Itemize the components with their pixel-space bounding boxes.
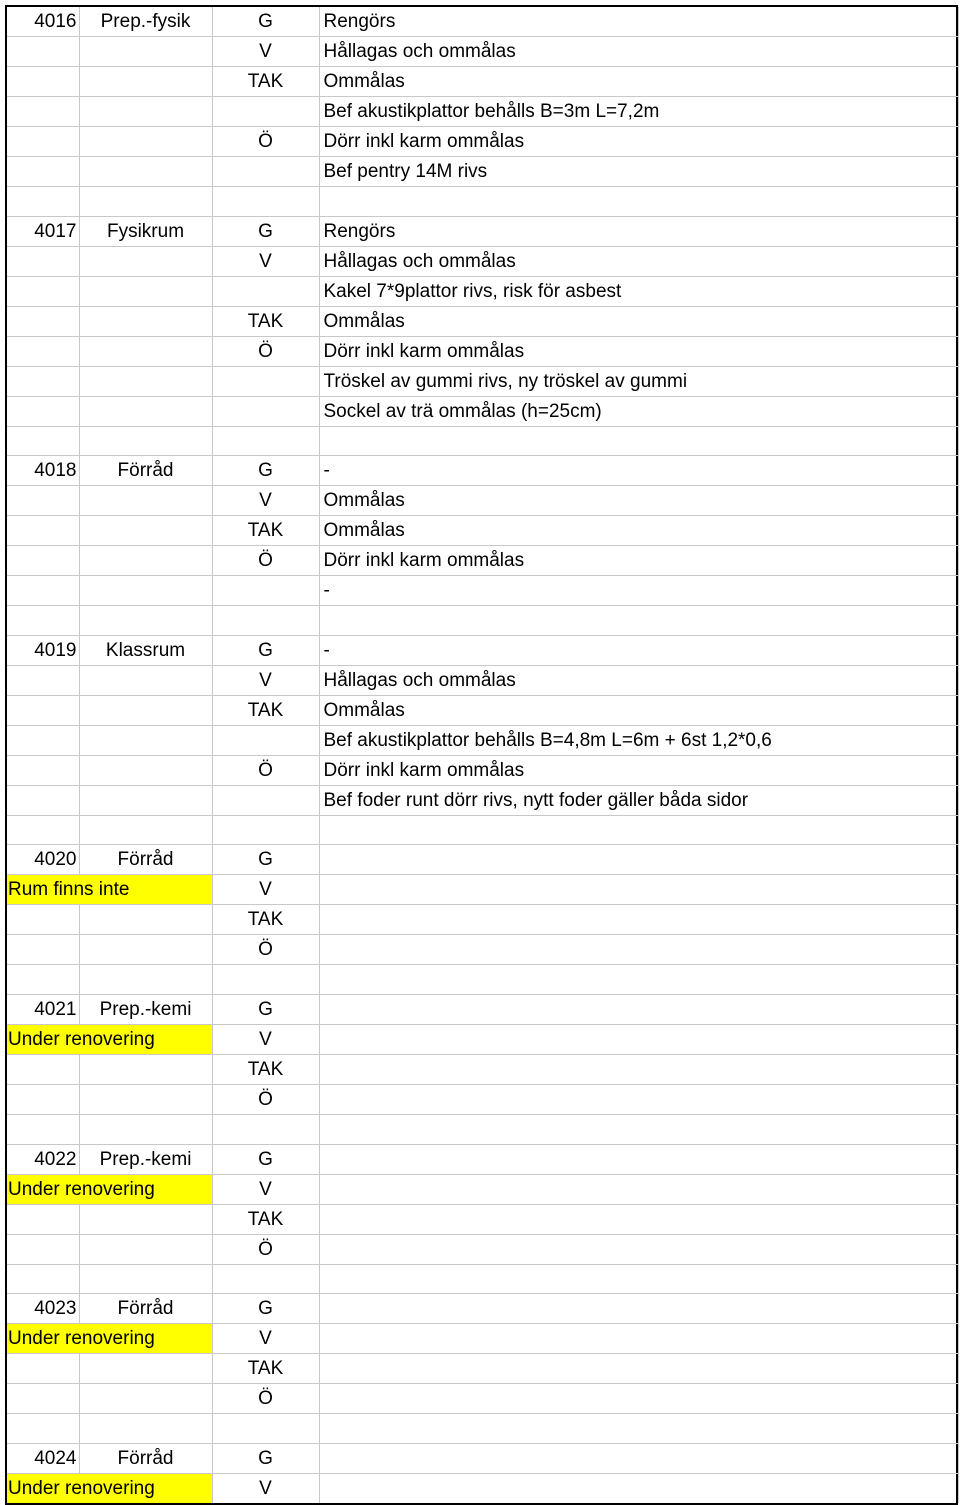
description-cell[interactable]: Sockel av trä ommålas (h=25cm) [319,396,958,426]
status-note-cell[interactable]: Rum finns inte [7,875,212,905]
description-cell[interactable] [319,1294,958,1324]
room-name-cell[interactable] [79,1085,212,1115]
description-cell[interactable] [319,1085,958,1115]
table-row [7,1115,958,1145]
table-row [7,1384,958,1414]
table-row [7,845,958,875]
room-code-cell[interactable] [7,606,79,636]
description-cell[interactable] [319,1234,958,1264]
room-name-cell[interactable] [79,246,212,276]
table-row [7,576,958,606]
table-row [7,37,958,67]
room-name-cell[interactable] [79,965,212,995]
room-name-cell[interactable]: Förråd [79,1443,212,1473]
room-name-cell[interactable] [79,1414,212,1444]
table-row [7,1085,958,1115]
room-code-cell[interactable] [7,366,79,396]
room-code-cell[interactable] [7,127,79,157]
room-code-cell[interactable] [7,1055,79,1085]
description-cell[interactable] [319,1414,958,1444]
description-cell[interactable]: Rengörs [319,7,958,37]
table-row [7,1264,958,1294]
category-cell[interactable] [212,965,319,995]
table-row [7,695,958,725]
description-cell[interactable] [319,935,958,965]
room-name-cell[interactable] [79,725,212,755]
table-row [7,1234,958,1264]
table-row [7,1414,958,1444]
status-note-cell[interactable]: Under renovering [7,1473,212,1503]
description-cell[interactable] [319,1384,958,1414]
category-cell[interactable]: Ö [212,336,319,366]
category-cell[interactable] [212,1414,319,1444]
room-code-cell[interactable] [7,695,79,725]
category-cell[interactable]: G [212,995,319,1025]
description-cell[interactable] [319,1264,958,1294]
table-row [7,905,958,935]
table-row [7,1354,958,1384]
description-cell[interactable] [319,1443,958,1473]
room-code-cell[interactable] [7,755,79,785]
description-cell[interactable]: - [319,456,958,486]
category-cell[interactable]: G [212,7,319,37]
room-code-cell[interactable] [7,1414,79,1444]
room-code-cell[interactable] [7,576,79,606]
category-cell[interactable] [212,366,319,396]
room-code-cell[interactable] [7,426,79,456]
category-cell[interactable]: G [212,1294,319,1324]
table-row [7,1204,958,1234]
description-cell[interactable] [319,606,958,636]
description-cell[interactable]: Rengörs [319,216,958,246]
room-code-cell[interactable] [7,905,79,935]
room-code-cell[interactable] [7,336,79,366]
room-code-cell[interactable] [7,67,79,97]
room-name-cell[interactable] [79,396,212,426]
category-cell[interactable]: Ö [212,755,319,785]
room-name-cell[interactable] [79,306,212,336]
room-code-cell[interactable]: 4022 [7,1144,79,1174]
room-code-cell[interactable] [7,97,79,127]
table-row [7,456,958,486]
room-name-cell[interactable] [79,97,212,127]
room-name-cell[interactable] [79,426,212,456]
room-name-cell[interactable]: Fysikrum [79,216,212,246]
table-row [7,755,958,785]
room-name-cell[interactable]: Förråd [79,456,212,486]
table-row [7,665,958,695]
category-cell[interactable] [212,725,319,755]
room-name-cell[interactable] [79,486,212,516]
table-row [7,366,958,396]
room-code-cell[interactable]: 4019 [7,635,79,665]
description-cell[interactable]: Dörr inkl karm ommålas [319,546,958,576]
description-cell[interactable]: Ommålas [319,67,958,97]
room-code-cell[interactable]: 4021 [7,995,79,1025]
category-cell[interactable]: V [212,1174,319,1204]
table-row [7,546,958,576]
table-row [7,1174,958,1204]
room-table-body [7,7,958,1503]
category-cell[interactable]: G [212,845,319,875]
table-row [7,97,958,127]
room-name-cell[interactable] [79,1055,212,1085]
room-name-cell[interactable]: Prep.-kemi [79,1144,212,1174]
table-row [7,516,958,546]
room-name-cell[interactable] [79,1204,212,1234]
category-cell[interactable] [212,576,319,606]
table-row [7,7,958,37]
table-row [7,1473,958,1503]
description-cell[interactable] [319,1204,958,1234]
description-cell[interactable]: Ommålas [319,695,958,725]
room-name-cell[interactable] [79,37,212,67]
category-cell[interactable]: V [212,486,319,516]
room-code-cell[interactable] [7,1115,79,1145]
description-cell[interactable] [319,815,958,845]
description-cell[interactable]: Hållagas och ommålas [319,246,958,276]
status-note-cell[interactable]: Under renovering [7,1174,212,1204]
room-name-cell[interactable]: Förråd [79,1294,212,1324]
table-row [7,606,958,636]
room-code-cell[interactable] [7,665,79,695]
room-name-cell[interactable] [79,67,212,97]
room-code-cell[interactable]: 4017 [7,216,79,246]
category-cell[interactable] [212,785,319,815]
room-code-cell[interactable] [7,1085,79,1115]
category-cell[interactable]: TAK [212,516,319,546]
table-row [7,67,958,97]
description-cell[interactable]: Bef akustikplattor behålls B=4,8m L=6m + 6st 1,2*0,6 [319,725,958,755]
table-row [7,1324,958,1354]
table-row [7,1294,958,1324]
room-name-cell[interactable] [79,606,212,636]
description-cell[interactable]: Dörr inkl karm ommålas [319,755,958,785]
description-cell[interactable] [319,187,958,217]
category-cell[interactable]: V [212,1025,319,1055]
description-cell[interactable]: Ommålas [319,306,958,336]
description-cell[interactable]: Bef foder runt dörr rivs, nytt foder gäller båda sidor [319,785,958,815]
table-row [7,486,958,516]
table-row [7,276,958,306]
table-row [7,935,958,965]
category-cell[interactable] [212,1264,319,1294]
room-name-cell[interactable] [79,187,212,217]
category-cell[interactable] [212,426,319,456]
table-row [7,396,958,426]
table-row [7,1443,958,1473]
room-code-cell[interactable]: 4018 [7,456,79,486]
category-cell[interactable]: TAK [212,67,319,97]
description-cell[interactable] [319,965,958,995]
category-cell[interactable]: V [212,665,319,695]
room-name-cell[interactable] [79,576,212,606]
table-row [7,127,958,157]
room-table [7,7,959,1503]
description-cell[interactable]: Dörr inkl karm ommålas [319,127,958,157]
description-cell[interactable] [319,1115,958,1145]
category-cell[interactable]: TAK [212,1204,319,1234]
category-cell[interactable]: G [212,1443,319,1473]
table-row [7,815,958,845]
description-cell[interactable]: - [319,576,958,606]
room-code-cell[interactable]: 4023 [7,1294,79,1324]
table-row [7,995,958,1025]
room-code-cell[interactable] [7,785,79,815]
room-code-cell[interactable] [7,1204,79,1234]
category-cell[interactable] [212,157,319,187]
room-name-cell[interactable] [79,1264,212,1294]
description-cell[interactable]: Ommålas [319,516,958,546]
room-code-cell[interactable] [7,965,79,995]
category-cell[interactable]: V [212,1324,319,1354]
description-cell[interactable] [319,1025,958,1055]
room-code-cell[interactable] [7,396,79,426]
category-cell[interactable]: V [212,1473,319,1503]
table-row [7,1055,958,1085]
description-cell[interactable] [319,1354,958,1384]
room-code-cell[interactable] [7,486,79,516]
room-name-cell[interactable] [79,665,212,695]
category-cell[interactable]: V [212,246,319,276]
category-cell[interactable]: V [212,37,319,67]
table-row [7,635,958,665]
category-cell[interactable]: Ö [212,1085,319,1115]
description-cell[interactable] [319,426,958,456]
room-code-cell[interactable]: 4024 [7,1443,79,1473]
room-code-cell[interactable] [7,1354,79,1384]
description-cell[interactable] [319,905,958,935]
description-cell[interactable] [319,875,958,905]
table-row [7,725,958,755]
category-cell[interactable] [212,187,319,217]
table-row [7,426,958,456]
room-code-cell[interactable] [7,246,79,276]
table-row [7,246,958,276]
room-name-cell[interactable]: Prep.-kemi [79,995,212,1025]
category-cell[interactable]: TAK [212,905,319,935]
room-name-cell[interactable] [79,815,212,845]
category-cell[interactable]: TAK [212,695,319,725]
table-row [7,216,958,246]
category-cell[interactable] [212,606,319,636]
description-cell[interactable]: Dörr inkl karm ommålas [319,336,958,366]
room-name-cell[interactable] [79,755,212,785]
room-code-cell[interactable] [7,1384,79,1414]
room-name-cell[interactable]: Prep.-fysik [79,7,212,37]
table-row [7,1025,958,1055]
room-code-cell[interactable] [7,935,79,965]
table-row [7,336,958,366]
room-name-cell[interactable] [79,336,212,366]
room-code-cell[interactable] [7,546,79,576]
table-row [7,1144,958,1174]
room-name-cell[interactable] [79,1384,212,1414]
category-cell[interactable]: G [212,1144,319,1174]
category-cell[interactable] [212,1115,319,1145]
category-cell[interactable] [212,276,319,306]
room-code-cell[interactable] [7,157,79,187]
table-row [7,785,958,815]
description-cell[interactable] [319,1473,958,1503]
table-row [7,187,958,217]
table-row [7,306,958,336]
description-cell[interactable] [319,1174,958,1204]
description-cell[interactable]: Bef pentry 14M rivs [319,157,958,187]
category-cell[interactable]: TAK [212,1354,319,1384]
room-name-cell[interactable] [79,127,212,157]
category-cell[interactable]: Ö [212,127,319,157]
room-code-cell[interactable] [7,187,79,217]
category-cell[interactable]: Ö [212,935,319,965]
room-code-cell[interactable] [7,1234,79,1264]
room-name-cell[interactable] [79,785,212,815]
room-name-cell[interactable] [79,516,212,546]
room-name-cell[interactable] [79,1115,212,1145]
category-cell[interactable]: G [212,216,319,246]
table-row [7,965,958,995]
category-cell[interactable]: Ö [212,1384,319,1414]
room-code-cell[interactable]: 4016 [7,7,79,37]
table-row [7,875,958,905]
description-cell[interactable] [319,1055,958,1085]
description-cell[interactable]: Bef akustikplattor behålls B=3m L=7,2m [319,97,958,127]
description-cell[interactable]: Hållagas och ommålas [319,665,958,695]
room-name-cell[interactable] [79,935,212,965]
room-code-cell[interactable] [7,276,79,306]
description-cell[interactable]: Kakel 7*9plattor rivs, risk för asbest [319,276,958,306]
category-cell[interactable]: Ö [212,546,319,576]
room-code-cell[interactable] [7,37,79,67]
description-cell[interactable] [319,845,958,875]
spreadsheet [5,5,958,1505]
description-cell[interactable]: Hållagas och ommålas [319,37,958,67]
category-cell[interactable]: TAK [212,1055,319,1085]
room-name-cell[interactable] [79,157,212,187]
status-note-cell[interactable]: Under renovering [7,1324,212,1354]
room-name-cell[interactable] [79,905,212,935]
category-cell[interactable] [212,396,319,426]
room-code-cell[interactable] [7,725,79,755]
category-cell[interactable]: V [212,875,319,905]
room-code-cell[interactable] [7,516,79,546]
room-code-cell[interactable] [7,306,79,336]
category-cell[interactable] [212,97,319,127]
description-cell[interactable] [319,1144,958,1174]
description-cell[interactable] [319,995,958,1025]
room-name-cell[interactable]: Klassrum [79,635,212,665]
table-row [7,157,958,187]
room-name-cell[interactable] [79,1234,212,1264]
room-code-cell[interactable] [7,815,79,845]
description-cell[interactable]: Tröskel av gummi rivs, ny tröskel av gummi [319,366,958,396]
room-name-cell[interactable]: Förråd [79,845,212,875]
room-name-cell[interactable] [79,366,212,396]
room-code-cell[interactable]: 4020 [7,845,79,875]
room-name-cell[interactable] [79,695,212,725]
category-cell[interactable]: G [212,456,319,486]
room-code-cell[interactable] [7,1264,79,1294]
status-note-cell[interactable]: Under renovering [7,1025,212,1055]
category-cell[interactable]: G [212,635,319,665]
category-cell[interactable]: TAK [212,306,319,336]
room-name-cell[interactable] [79,276,212,306]
description-cell[interactable]: - [319,635,958,665]
description-cell[interactable]: Ommålas [319,486,958,516]
description-cell[interactable] [319,1324,958,1354]
category-cell[interactable] [212,815,319,845]
category-cell[interactable]: Ö [212,1234,319,1264]
room-name-cell[interactable] [79,1354,212,1384]
room-name-cell[interactable] [79,546,212,576]
